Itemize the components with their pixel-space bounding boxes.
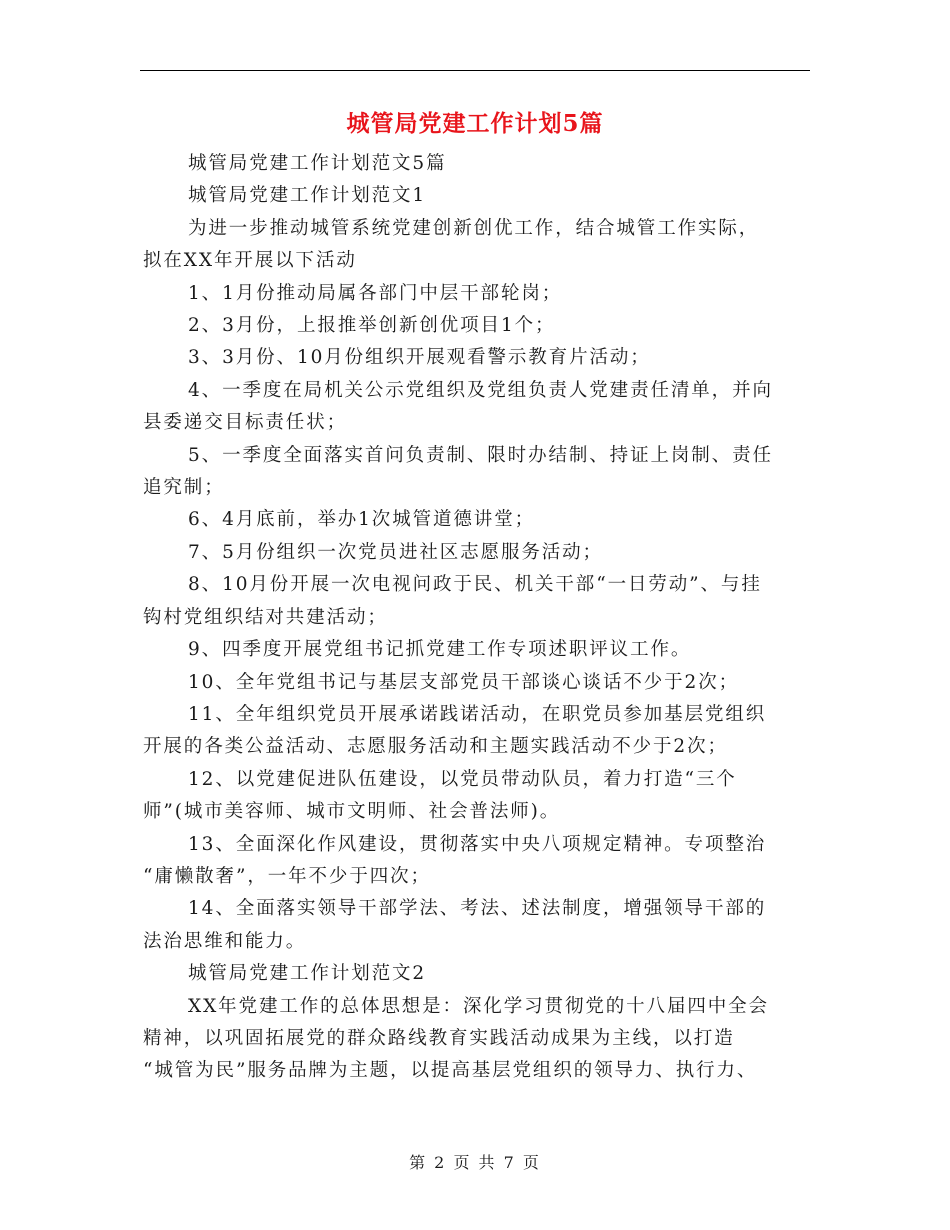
body-line: 13、全面深化作风建设，贯彻落实中央八项规定精神。专项整治 <box>188 833 767 855</box>
page-footer: 第 2 页 共 7 页 <box>409 1153 541 1172</box>
body-line: 2、3月份，上报推举创新创优项目1个； <box>188 315 556 337</box>
body-line: 城管局党建工作计划范文1 <box>188 185 427 207</box>
body-line: 11、全年组织党员开展承诺践诺活动，在职党员参加基层党组织 <box>188 703 767 725</box>
body-line: 5、一季度全面落实首问负责制、限时办结制、持证上岗制、责任 <box>188 444 773 466</box>
body-line: 法治思维和能力。 <box>143 930 307 952</box>
body-line: 3、3月份、10月份组织开展观看警示教育片活动； <box>188 347 651 369</box>
body-line: 6、4月底前，举办1次城管道德讲堂； <box>188 509 536 531</box>
body-line: 城管局党建工作计划范文2 <box>188 963 427 985</box>
body-line: “庸懒散奢”，一年不少于四次； <box>143 865 431 887</box>
body-line: 为进一步推动城管系统党建创新创优工作，结合城管工作实际， <box>188 217 760 239</box>
body-line: 12、以党建促进队伍建设，以党员带动队员，着力打造“三个 <box>188 768 737 790</box>
body-line: 7、5月份组织一次党员进社区志愿服务活动； <box>188 541 603 563</box>
body-line: 县委递交目标责任状； <box>143 412 348 434</box>
body-line: 开展的各类公益活动、志愿服务活动和主题实践活动不少于2次； <box>143 736 728 758</box>
body-line: 8、10月份开展一次电视问政于民、机关干部“一日劳动”、与挂 <box>188 574 762 596</box>
body-line: “城管为民”服务品牌为主题，以提高基层党组织的领导力、执行力、 <box>143 1060 758 1082</box>
body-line: 师”(城市美容师、城市文明师、社会普法师)。 <box>143 801 561 823</box>
body-line: 拟在XX年开展以下活动 <box>143 250 357 272</box>
document-title: 城管局党建工作计划5篇 <box>346 110 604 137</box>
body-line: 精神，以巩固拓展党的群众路线教育实践活动成果为主线，以打造 <box>143 1027 735 1049</box>
body-line: 1、1月份推动局属各部门中层干部轮岗； <box>188 282 563 304</box>
body-line: 10、全年党组书记与基层支部党员干部谈心谈话不少于2次； <box>188 671 740 693</box>
body-line: 城管局党建工作计划范文5篇 <box>188 153 447 174</box>
body-line: 4、一季度在局机关公示党组织及党组负责人党建责任清单，并向 <box>188 379 773 401</box>
body-line: 14、全面落实领导干部学法、考法、述法制度，增强领导干部的 <box>188 898 767 920</box>
document-body <box>143 148 813 1088</box>
body-line: 9、四季度开展党组书记抓党建工作专项述职评议工作。 <box>188 639 692 661</box>
body-line: 追究制； <box>143 477 225 499</box>
header-rule <box>140 70 810 71</box>
body-line: 钩村党组织结对共建活动； <box>143 606 388 628</box>
body-line: XX年党建工作的总体思想是：深化学习贯彻党的十八届四中全会 <box>188 995 769 1017</box>
